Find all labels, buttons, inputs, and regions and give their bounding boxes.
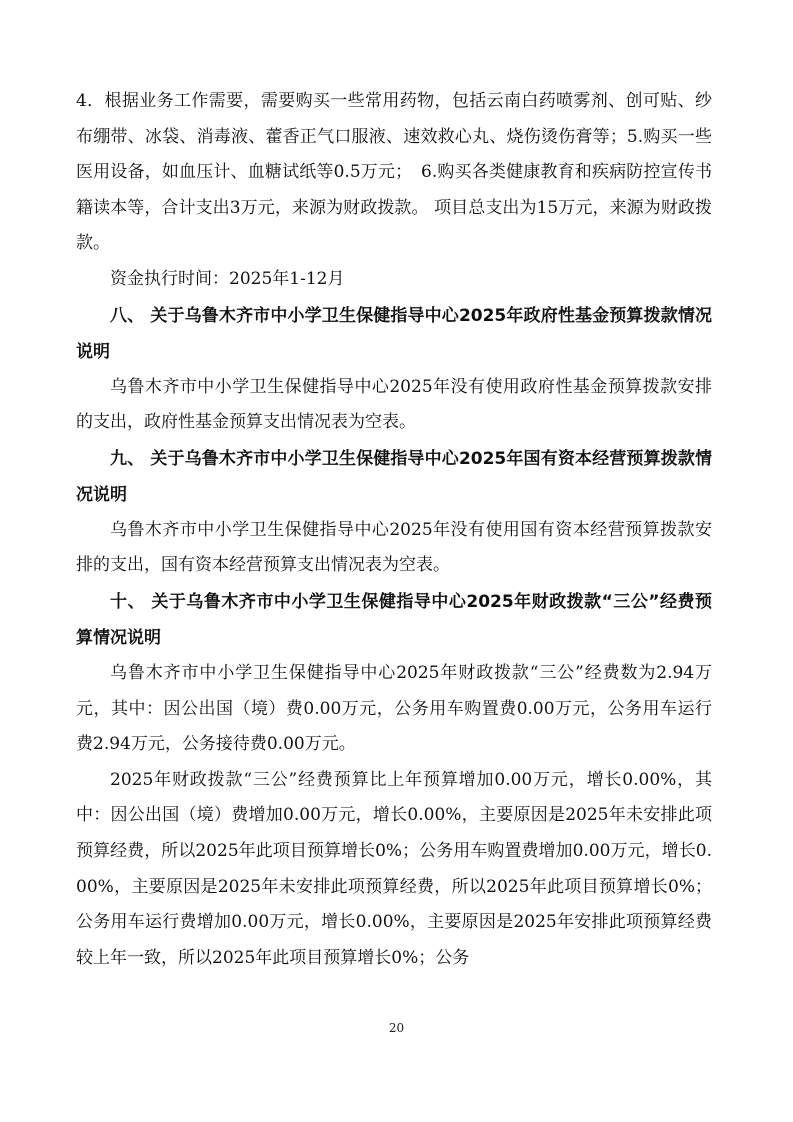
section-heading-10: 十、 关于乌鲁木齐市中小学卫生保健指导中心2025年财政拨款“三公”经费预算情况说明 bbox=[76, 591, 712, 648]
paragraph-three-public-total: 乌鲁木齐市中小学卫生保健指导中心2025年财政拨款“三公”经费数为2.94万元，其中：因公出国（境）费0.00万元，公务用车购置费0.00万元，公务用车运行费2.94万元，公务接待费0.00万元。 bbox=[76, 662, 712, 755]
paragraph-item4: 4．根据业务工作需要，需要购买一些常用药物，包括云南白药喷雾剂、创可贴、纱布绷带、冰袋、消毒液、藿香正气口服液、速效救心丸、烧伤烫伤膏等；5.购买一些医用设备，如血压计、血糖试纸等0.5万元； 6.购买各类健康教育和疾病防控宣传书籍读本等，合计支出3万元，来源为财政拨款。 项目总支出为15万元，来源为财政拨款。 bbox=[76, 91, 712, 254]
document-page bbox=[76, 84, 712, 976]
page-number: 20 bbox=[388, 1021, 405, 1035]
paragraph-execution-time: 资金执行时间：2025年1-12月 bbox=[110, 268, 345, 289]
paragraph-gov-fund: 乌鲁木齐市中小学卫生保健指导中心2025年没有使用政府性基金预算拨款安排的支出，政府性基金预算支出情况表为空表。 bbox=[76, 376, 712, 433]
paragraph-three-public-change: 2025年财政拨款“三公”经费预算比上年预算增加0.00万元，增长0.00%，其中：因公出国（境）费增加0.00万元，增长0.00%，主要原因是2025年未安排此项预算经费，所以2025年此项目预算增长0%；公务用车购置费增加0.00万元，增长0.00%，主要原因是2025年未安排此项预算经费，所以2025年此项目预算增长0%；公务用车运行费增加0.00万元，增长0.00%，主要原因是2025年安排此项预算经费较上年一致，所以2025年此项目预算增长0%；公务 bbox=[76, 769, 712, 968]
section-heading-9: 九、 关于乌鲁木齐市中小学卫生保健指导中心2025年国有资本经营预算拨款情况说明 bbox=[76, 448, 712, 505]
paragraph-state-capital: 乌鲁木齐市中小学卫生保健指导中心2025年没有使用国有资本经营预算拨款安排的支出，国有资本经营预算支出情况表为空表。 bbox=[76, 519, 712, 576]
section-heading-8: 八、 关于乌鲁木齐市中小学卫生保健指导中心2025年政府性基金预算拨款情况说明 bbox=[76, 305, 712, 362]
